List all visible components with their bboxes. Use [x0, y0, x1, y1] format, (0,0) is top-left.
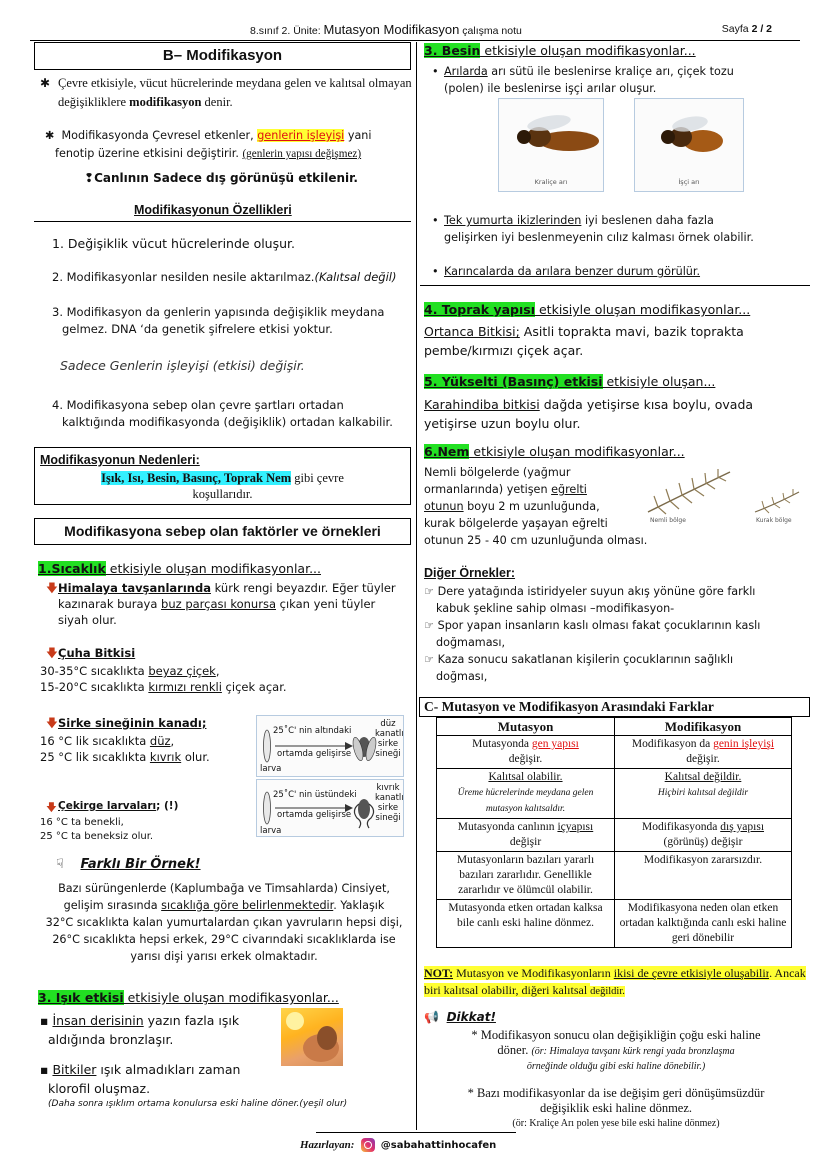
sunbathing-image	[281, 1008, 343, 1066]
instagram-icon	[361, 1138, 375, 1152]
nem-text: Nemli bölgelerde (yağmur ormanlarında) yetişen eğrelti otunun boyu 2 m uzunluğunda, kurak bölgelerde yaşayan eğrelti otunun 25 - 40 cm uzunluğunda olması.	[424, 466, 648, 547]
section-besin: 3. Besin etkisiyle oluşan modifikasyonlar...	[424, 43, 696, 58]
note-genlerin-isleyisi: ✱ Modifikasyonda Çevresel etkenler, genlerin işleyişi yani fenotip üzerine etkisini değiştirir. (genlerin yapısı değişmez)	[45, 129, 372, 160]
table-cell: Modifikasyon zararsızdır.	[615, 852, 792, 900]
feature-3-note: Sadece Genlerin işleyişi (etkisi) değişir.	[60, 358, 305, 373]
feature-2: 2. Modifikasyonlar nesilden nesile aktarılmaz.(Kalıtsal değil)	[52, 270, 397, 284]
section-nem: 6.Nem etkisiyle oluşan modifikasyonlar...	[424, 444, 685, 459]
table-row	[437, 819, 792, 852]
fly-figure-curly: 25˚C' nin üstündeki ortamda gelişirse larva kıvrık kanatlı sirke sineği	[256, 779, 404, 837]
arrow-bullet-icon: 🡇	[46, 802, 57, 814]
comparison-table	[436, 717, 792, 948]
exclaim-note: ❢Canlının Sadece dış görünüşü etkilenir.	[84, 171, 358, 185]
header-mutasyon: Mutasyon	[437, 718, 615, 736]
fly-straight-icon	[261, 721, 379, 773]
cekirge-text: 16 °C ta benekli, 25 °C ta beneksiz olur.	[40, 817, 154, 842]
features-title: Modifikasyonun Özellikleri	[134, 203, 292, 217]
farkli-text: Bazı sürüngenlerde (Kaplumbağa ve Timsahlarda) Cinsiyet, gelişim sırasında sıcaklığa göre belirlenmektedir. Yaklaşık 32°C sıcaklıkta kalan yumurtalardan çıkan yavruların hepsi dişi, 26°C sıcaklıkta hepsi erkek, 29°C civarındaki sıcaklıklarda ise yarısı dişi yarısı erkek olmaktadır.	[45, 882, 403, 963]
dikkat-text-1: * Modifikasyon sonucu olan değişikliğin çoğu eski haline döner. (ör: Himalaya tavşanı kürk rengi yada bronzlaşma örneğinde olduğu gibi eski haline dönebilir.)	[471, 1028, 761, 1072]
feature-4: 4. Modifikasyona sebep olan çevre şartları ortadan kalktığında modifikasyonda (değişiklik) ortadan kalkabilir.	[52, 398, 393, 429]
table-cell: Mutasyonda gen yapısı değişir.	[437, 736, 615, 769]
definition-text: ✱ Çevre etkisiyle, vücut hücrelerinde meydana gelen ve kalıtsal olmayan değişikliklere modifikasyon denir.	[40, 76, 412, 109]
comparison-table-wrap	[436, 717, 792, 948]
queen-bee-icon	[499, 99, 605, 179]
cuha-text: 30-35°C sıcaklıkta beyaz çiçek, 15-20°C sıcaklıkta kırmızı renkli çiçek açar.	[40, 664, 287, 694]
dikkat-text-2: * Bazı modifikasyonlar da ise değişim geri dönüşümsüzdür değişiklik eski haline dönmez. (ör: Kraliçe Arı polen yese bile eski haline dönmez)	[467, 1086, 765, 1129]
dikkat-title: 📢 Dikkat!	[424, 1010, 496, 1024]
fern-small-icon	[752, 486, 802, 516]
karahindiba-text: Karahindiba bitkisi dağda yetişirse kısa boylu, ovada yetişirse uzun boylu olur.	[424, 397, 754, 431]
causes-title: Modifikasyonun Nedenleri:	[40, 453, 200, 467]
cuha-title: 🡇 Çuha Bitkisi	[58, 646, 135, 660]
pointing-hand-icon: ☞	[424, 585, 435, 598]
causes-text: Işık, Isı, Besin, Basınç, Toprak Nem gibi çevre koşullarıdır.	[101, 471, 344, 501]
column-divider	[416, 42, 417, 1130]
page-header	[20, 20, 810, 38]
table-cell: Modifikasyon da genin işleyişi değişir.	[615, 736, 792, 769]
bullet-icon: •	[432, 214, 439, 227]
section-isik: 3. Işık etkisi etkisiyle oluşan modifikasyonlar...	[38, 990, 339, 1005]
causes-box	[34, 447, 411, 505]
sun-icon	[281, 1008, 343, 1066]
factors-title: Modifikasyona sebep olan faktörler ve örnekleri	[34, 518, 411, 545]
square-bullet-icon: ▪	[40, 1013, 49, 1028]
arrow-bullet-icon: 🡇	[46, 646, 58, 660]
exclamation-icon: ❢	[84, 171, 95, 185]
table-row	[437, 852, 792, 900]
diger-title: Diğer Örnekler:	[424, 566, 516, 580]
himalaya-text: 🡇 Himalaya tavşanlarında kürk rengi beyazdır. Eğer tüyler kazınarak buraya buz parçası konursa çıkan yeni tüyler siyah olur.	[46, 581, 396, 627]
page-number: Sayfa 2 / 2	[721, 23, 772, 35]
diger-list: ☞ Dere yatağında istiridyeler suyun akış yönüne göre farklı kabuk şekline sahip olması –modifikasyon- ☞ Spor yapan insanların kaslı olması fakat çocuklarının kaslı doğmaması, ☞ Kaza sonucu sakatlanan kişilerin çocuklarının sağlıklı doğması,	[424, 585, 761, 683]
table-row	[437, 736, 792, 769]
pointing-hand-icon: ☞	[424, 619, 435, 632]
header-divider	[30, 40, 800, 41]
asterisk-icon: ✱	[45, 129, 55, 142]
section-sicaklik: 1.Sıcaklık etkisiyle oluşan modifikasyonlar...	[38, 561, 321, 576]
bullet-icon: •	[432, 265, 439, 278]
square-bullet-icon: ▪	[40, 1062, 49, 1077]
footer-divider	[316, 1132, 516, 1133]
comparison-title: C- Mutasyon ve Modifikasyon Arasındaki Farklar	[419, 697, 810, 717]
asterisk-icon: ✱	[40, 76, 51, 90]
besin-divider	[420, 285, 810, 286]
fern-large-image: Nemli bölge	[644, 466, 734, 526]
arrow-bullet-icon: 🡇	[46, 581, 58, 595]
arrow-bullet-icon: 🡇	[46, 716, 58, 730]
pointing-hand-icon: ☞	[424, 653, 435, 666]
features-divider	[34, 221, 411, 222]
fern-large-icon	[644, 466, 734, 516]
section-title-modifikasyon: B– Modifikasyon	[34, 42, 411, 70]
feature-1: 1. Değişiklik vücut hücrelerinde oluşur.	[52, 236, 296, 251]
table-cell: Mutasyonda canlının içyapısı değişir	[437, 819, 615, 852]
table-cell: Kalıtsal değildir. Hiçbiri kalıtsal değildir	[615, 769, 792, 819]
table-cell: Modifikasyonda dış yapısı (görünüş) değişir	[615, 819, 792, 852]
fly-figure-straight: 25˚C' nin altındaki ortamda gelişirse larva düz kanatlı sirke sineği	[256, 715, 404, 777]
worker-bee-icon	[635, 99, 745, 179]
ortanca-text: Ortanca Bitkisi; Asitli toprakta mavi, bazik toprakta pembe/kırmızı çiçek açar.	[424, 324, 744, 358]
ari-text: • Arılarda arı sütü ile beslenirse kraliçe arı, çiçek tozu (polen) ile beslenirse işçi arılar oluşur.	[432, 65, 734, 95]
table-cell: Mutasyonda etken ortadan kalksa bile canlı eski haline dönmez.	[437, 900, 615, 948]
header-modifikasyon: Modifikasyon	[615, 718, 792, 736]
table-cell: Mutasyonların bazıları yararlı bazıları zararlıdır. Genellikle zararlıdır ve ölümcül olabilir.	[437, 852, 615, 900]
sirke-title: 🡇 Sirke sineğinin kanadı;	[58, 716, 206, 730]
megaphone-icon: 📢	[424, 1010, 439, 1024]
farkli-title: ☟ Farklı Bir Örnek!	[56, 857, 201, 872]
fly-curly-icon	[261, 784, 379, 834]
worker-bee-image: İşçi arı	[634, 98, 744, 192]
insan-text: ▪ İnsan derisinin yazın fazla ışık aldığında bronzlaşır.	[40, 1013, 240, 1047]
cekirge-title: 🡇 Çekirge larvaları; (!)	[58, 800, 178, 812]
not-text: NOT: Mutasyon ve Modifikasyonların ikisi de çevre etkisiyle oluşabilir. Ancak biri kalıtsal olabilir, diğeri kalıtsal değildir.	[424, 966, 806, 997]
sirke-text: 16 °C lik sıcaklıkta düz, 25 °C lik sıcaklıkta kıvrık olur.	[40, 734, 210, 764]
bitki-note: (Daha sonra ışıklım ortama konulursa eski haline döner.(yeşil olur)	[48, 1099, 348, 1109]
footer: Hazırlayan: @sabahattinhocafen	[300, 1139, 497, 1151]
table-row	[437, 900, 792, 948]
ikiz-text: • Tek yumurta ikizlerinden iyi beslenen daha fazla gelişirken iyi beslenmeyenin cılız kalması örnek olabilir.	[432, 214, 754, 244]
queen-bee-image: Kraliçe arı	[498, 98, 604, 192]
bitki-text: ▪ Bitkiler ışık almadıkları zaman klorofil oluşmaz.	[40, 1062, 241, 1096]
section-toprak: 4. Toprak yapısı etkisiyle oluşan modifikasyonlar...	[424, 302, 751, 317]
table-cell: Kalıtsal olabilir. Üreme hücrelerinde meydana gelen mutasyon kalıtsaldır.	[437, 769, 615, 819]
table-cell: Modifikasyona neden olan etken ortadan kalktığında canlı eski haline geri dönebilir	[615, 900, 792, 948]
karinca-text: • Karıncalarda da arılara benzer durum görülür.	[432, 265, 701, 278]
bullet-icon: •	[432, 65, 439, 78]
hand-icon: ☟	[56, 857, 64, 872]
feature-3: 3. Modifikasyon da genlerin yapısında değişiklik meydana gelmez. DNA ‘da genetik şifrelere etkisi yoktur.	[52, 305, 385, 336]
section-yukselti: 5. Yükselti (Basınç) etkisi etkisiyle oluşan...	[424, 374, 716, 389]
table-row	[437, 769, 792, 819]
table-header-row	[437, 718, 792, 736]
fern-small-image: Kurak bölge	[752, 486, 802, 526]
header-title: 8.sınıf 2. Ünite: Mutasyon Modifikasyon çalışma notu	[250, 22, 522, 37]
